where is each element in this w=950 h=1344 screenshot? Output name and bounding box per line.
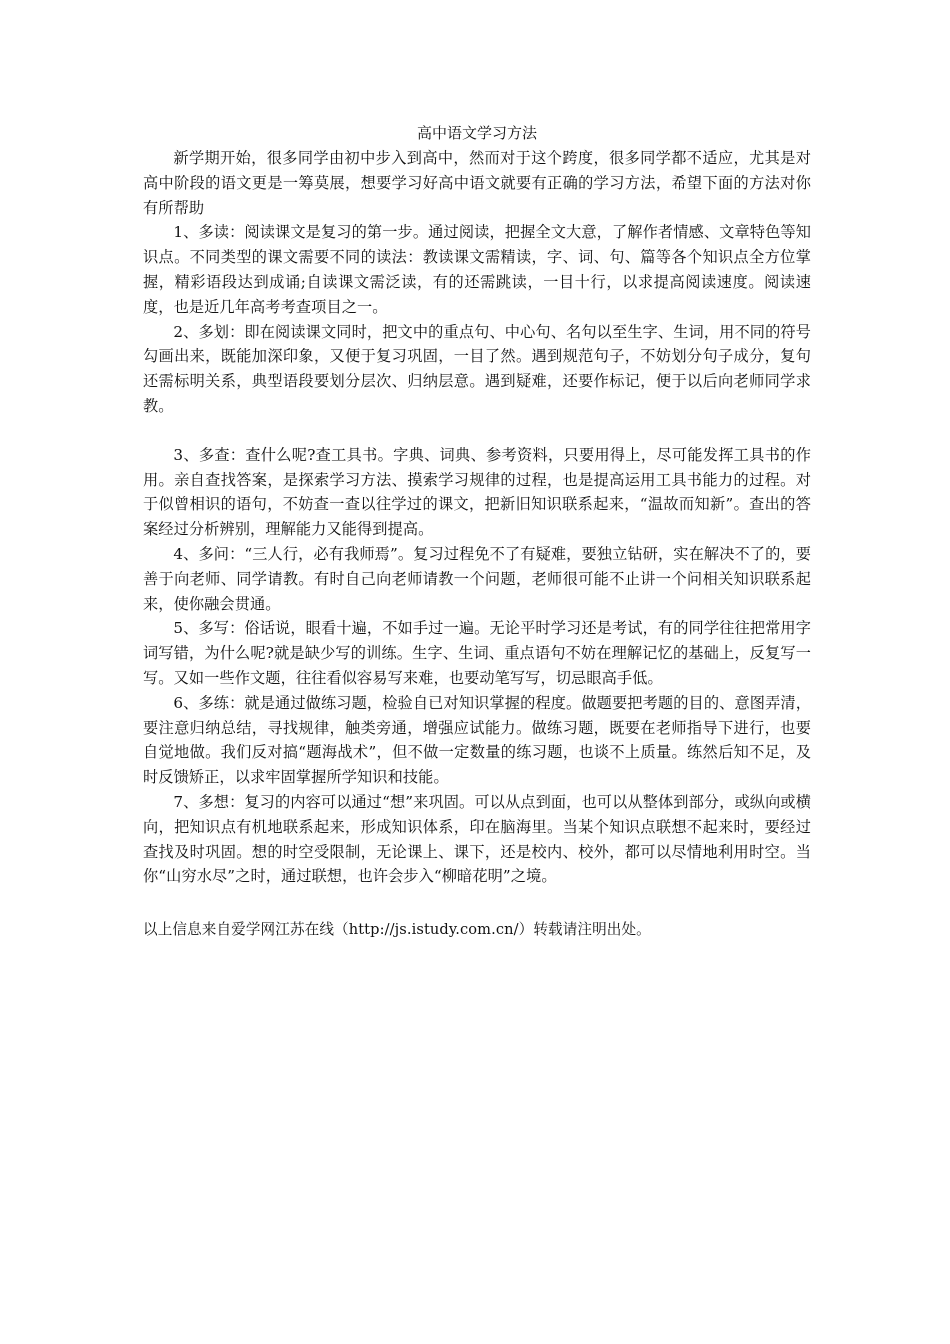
document-title: 高中语文学习方法 xyxy=(416,124,537,142)
method-paragraph-write: 5、多写：俗话说，眼看十遍，不如手过一遍。无论平时学习还是考试，有的同学往往把常用字词写错，为什么呢?就是缺少写的训练。生字、生词、重点语句不妨在理解记忆的基础上，反复写一写。又如一些作文题，往往看似容易写来难，也要动笔写写，切忌眼高手低。 xyxy=(143,619,811,687)
method-paragraph-ask: 4、多问：“三人行，必有我师焉”。复习过程免不了有疑难，要独立钻研，实在解决不了的，要善于向老师、同学请教。有时自己向老师请教一个问题，老师很可能不止讲一个问相关知识联系起来，使你融会贯通。 xyxy=(143,544,811,613)
method-paragraph-lookup: 3、多查：查什么呢?查工具书。字典、词典、参考资料，只要用得上，尽可能发挥工具书的作用。亲自查找答案，是探索学习方法、摸索学习规律的过程，也是提高运用工具书能力的过程。对于似曾相识的语句，不妨查一查以往学过的课文，把新旧知识联系起来，“温故而知新”。查出的答案经过分析辨别，理解能力又能得到提高。 xyxy=(143,445,811,539)
document-page xyxy=(143,122,811,941)
method-paragraph-read: 1、多读：阅读课文是复习的第一步。通过阅读，把握全文大意，了解作者情感、文章特色等知识点。不同类型的课文需要不同的读法：教读课文需精读，字、词、句、篇等各个知识点全方位掌握，精彩语段达到成诵;自读课文需泛读，有的还需跳读，一目十行，以求提高阅读速度。阅读速度，也是近几年高考考查项目之一。 xyxy=(143,223,811,316)
method-paragraph-think: 7、多想：复习的内容可以通过“想”来巩固。可以从点到面，也可以从整体到部分，或纵向或横向，把知识点有机地联系起来，形成知识体系，印在脑海里。当某个知识点联想不起来时，要经过查找及时巩固。想的时空受限制，无论课上、课下，还是校内、校外，都可以尽情地利用时空。当你“山穷水尽”之时，通过联想，也许会步入“柳暗花明”之境。 xyxy=(143,792,811,886)
method-paragraph-mark: 2、多划：即在阅读课文同时，把文中的重点句、中心句、名句以至生字、生词，用不同的符号勾画出来，既能加深印象，又便于复习巩固，一目了然。遇到规范句子，不妨划分句子成分，复句还需标明关系，典型语段要划分层次、归纳层意。遇到疑难，还要作标记，便于以后向老师同学求教。 xyxy=(143,322,811,415)
method-paragraph-practice: 6、多练：就是通过做练习题，检验自已对知识掌握的程度。做题要把考题的目的、意图弄清，要注意归纳总结，寻找规律，触类旁通，增强应试能力。做练习题，既要在老师指导下进行，也要自觉地做。我们反对搞“题海战术”，但不做一定数量的练习题，也谈不上质量。练然后知不足，及时反馈矫正，以求牢固掌握所学知识和技能。 xyxy=(143,693,811,787)
source-footer: 以上信息来自爱学网江苏在线（http://js.istudy.com.cn/）转载请注明出处。 xyxy=(143,921,651,939)
intro-paragraph: 新学期开始，很多同学由初中步入到高中，然而对于这个跨度，很多同学都不适应，尤其是对高中阶段的语文更是一筹莫展，想要学习好高中语文就要有正确的学习方法，希望下面的方法对你有所帮助 xyxy=(143,149,811,217)
paragraph-spacer xyxy=(143,419,811,443)
